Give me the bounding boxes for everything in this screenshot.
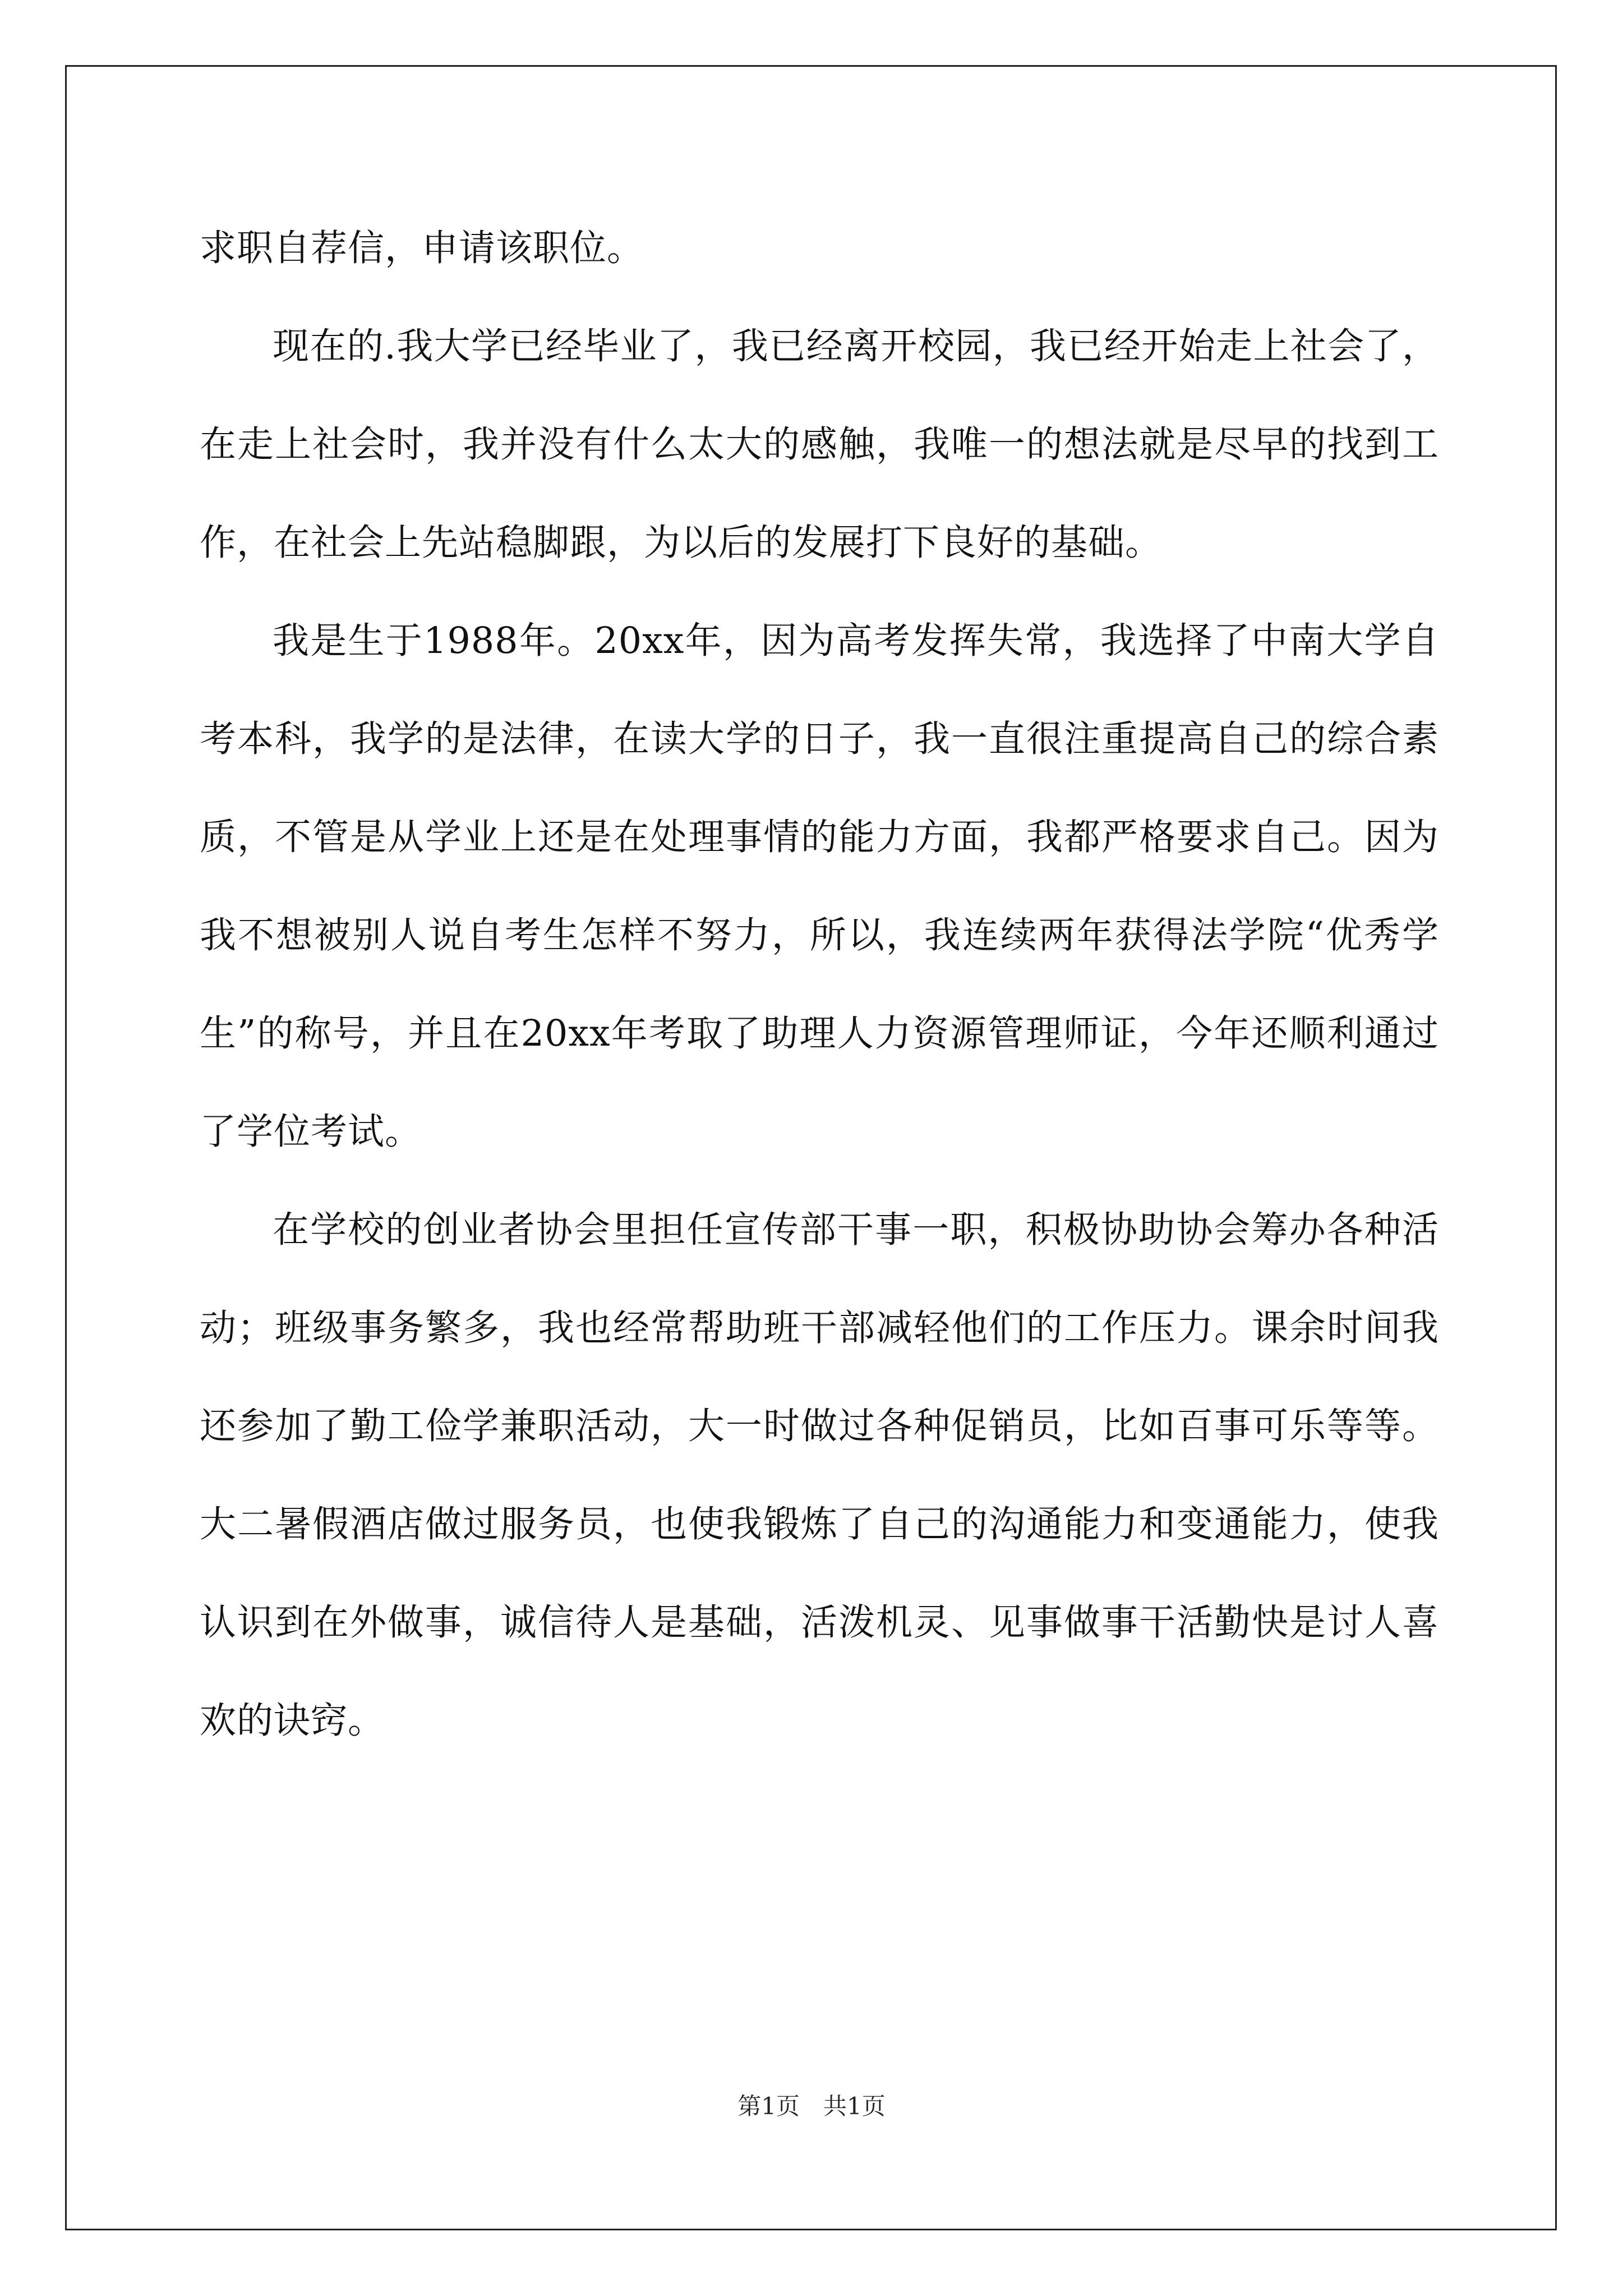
paragraph-3: 我是生于1988年。20xx年，因为高考发挥失常，我选择了中南大学自考本科，我学的是法律，在读大学的日子，我一直很注重提高自己的综合素质，不管是从学业上还是在处理事情的能力方面，我都严格要求自己。因为我不想被别人说自考生怎样不努力，所以，我连续两年获得法学院“优秀学生”的称号，并且在20xx年考取了助理人力资源管理师证，今年还顺利通过了学位考试。 bbox=[200, 620, 1439, 1153]
paragraph-2: 现在的.我大学已经毕业了，我已经离开校园，我已经开始走上社会了，在走上社会时，我并没有什么太大的感触，我唯一的想法就是尽早的找到工作，在社会上先站稳脚跟，为以后的发展打下良好的基础。 bbox=[200, 325, 1439, 564]
paragraph-1: 求职自荐信，申请该职位。 bbox=[200, 227, 644, 269]
document-body bbox=[200, 199, 1439, 1770]
page-footer: 第1页 共1页 bbox=[737, 2092, 886, 2120]
paragraph-4: 在学校的创业者协会里担任宣传部干事一职，积极协助协会筹办各种活动；班级事务繁多，我也经常帮助班干部减轻他们的工作压力。课余时间我还参加了勤工俭学兼职活动，大一时做过各种促销员，比如百事可乐等等。大二暑假酒店做过服务员，也使我锻炼了自己的沟通能力和变通能力，使我认识到在外做事，诚信待人是基础，活泼机灵、见事做事干活勤快是讨人喜欢的诀窍。 bbox=[200, 1209, 1439, 1742]
